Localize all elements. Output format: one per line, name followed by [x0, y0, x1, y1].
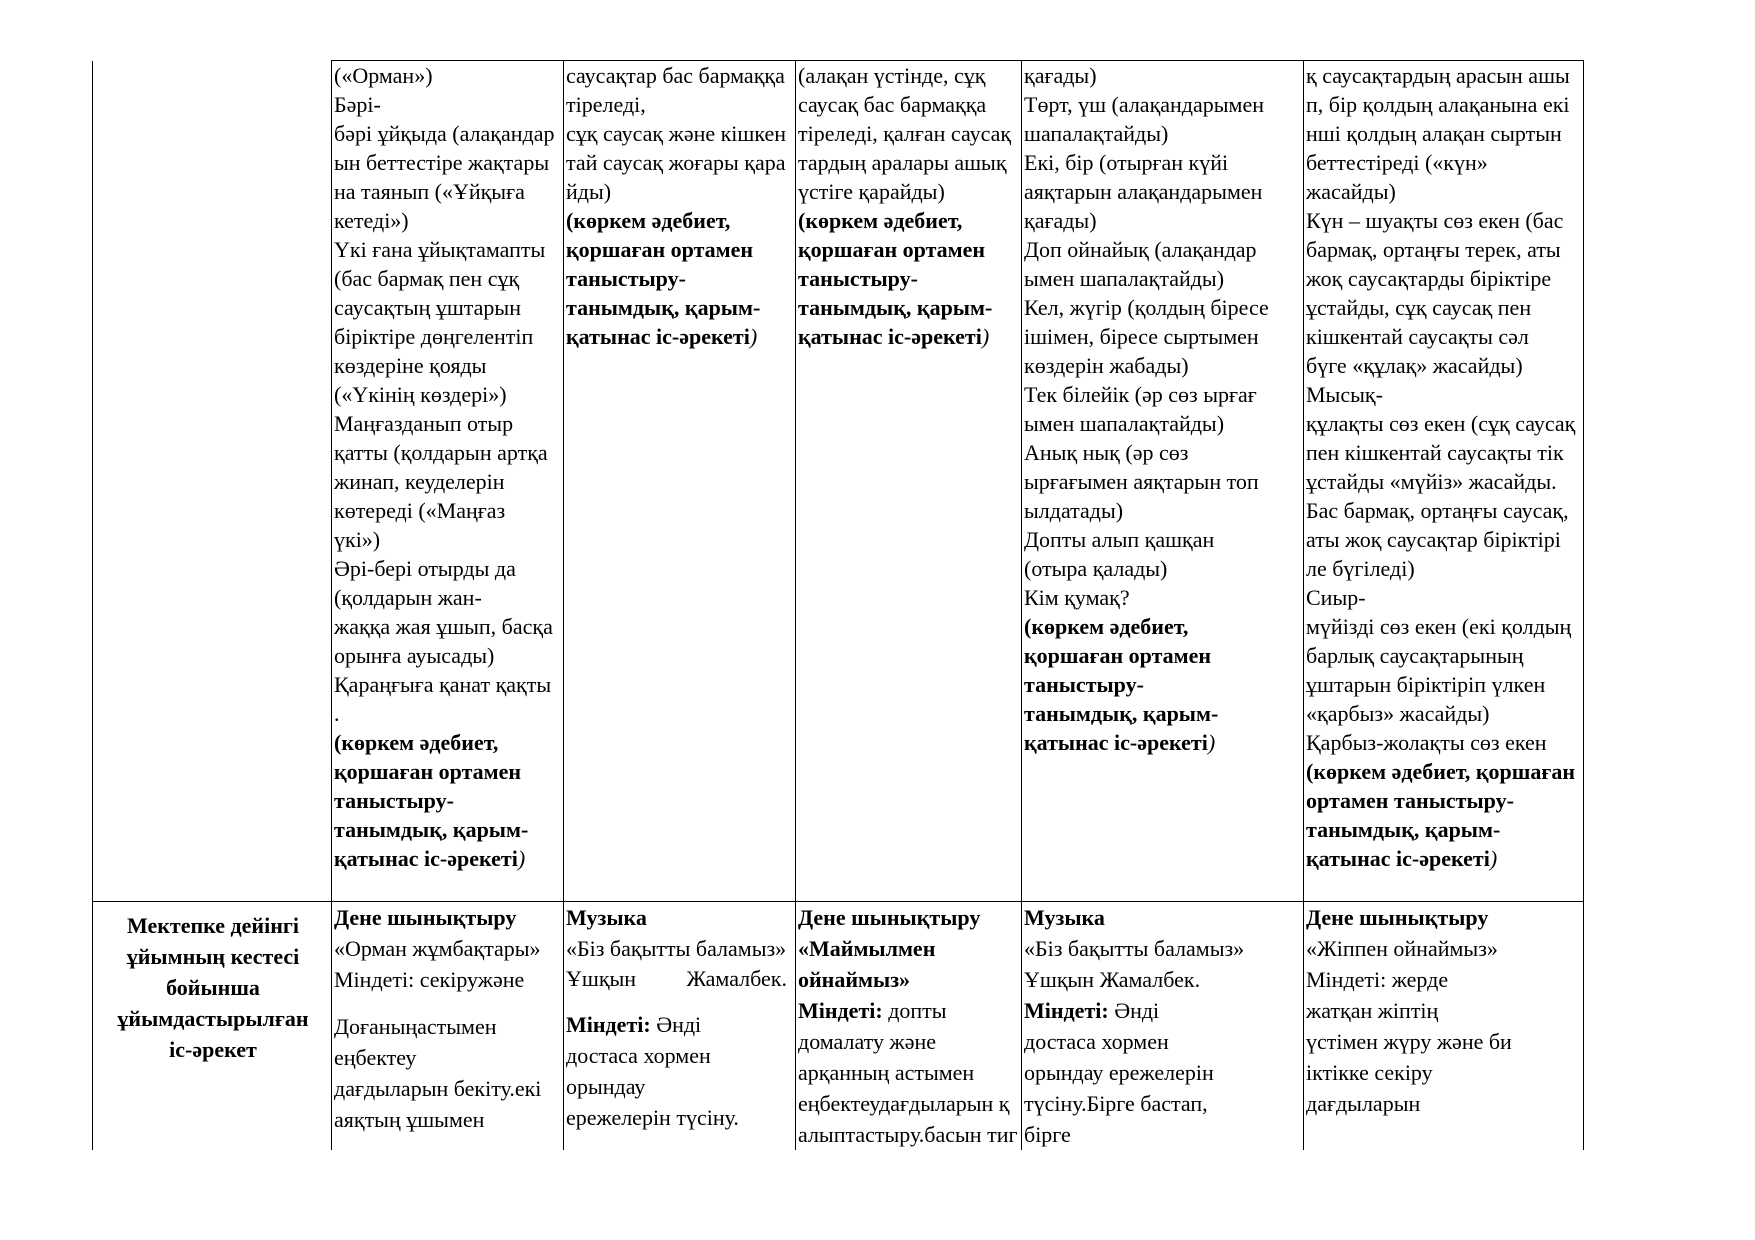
cell-col2-top [564, 61, 796, 902]
text-line: «қарбыз» жасайды) [1306, 701, 1490, 726]
text-line: қоршаған ортамен [1024, 643, 1212, 668]
cell-text [798, 61, 1021, 206]
text-line: үстімен жүру және би [1306, 1029, 1512, 1054]
cell-col3-top [796, 61, 1022, 902]
text-line: Тек білейік (әр сөз ырғағ [1024, 382, 1257, 407]
text-line: қатынас іс-әрекеті) [798, 324, 990, 349]
text-line: саусақтың ұштарын [334, 295, 521, 320]
text-line: қатты (қолдарын артқа [334, 440, 548, 465]
text-line: бірге [1024, 1122, 1071, 1147]
text-line: танымдық, қарым- [566, 295, 761, 320]
text-line: бүге «құлақ» жасайды) [1306, 353, 1523, 378]
cell-text [1024, 61, 1303, 612]
text-line: таныстыру- [566, 266, 686, 291]
text-line: орынға ауысады) [334, 643, 495, 668]
text-line: (көркем әдебиет, [1024, 614, 1189, 639]
text-line: қатынас іс-әрекеті) [1306, 846, 1498, 871]
cell-text [334, 61, 563, 728]
text-line: танымдық, қарым- [334, 817, 529, 842]
text-line: Екі, бір (отырған күйі [1024, 150, 1229, 175]
text-line: дағдыларын [1306, 1091, 1421, 1116]
text-line: ойнаймыз» [798, 967, 911, 992]
text-line: кетеді») [334, 208, 409, 233]
text-line: жатқан жіптің [1306, 998, 1439, 1023]
text-line: қ саусақтардың арасын ашы [1306, 63, 1570, 88]
cell-text-2 [566, 1040, 795, 1133]
row-label-cell [93, 902, 332, 1151]
text-line: арқанның астымен [798, 1060, 975, 1085]
text-line: үстіге қарайды) [798, 179, 945, 204]
activity-title: Музыка [1024, 905, 1105, 930]
author-line [566, 964, 795, 993]
cell-bold-note [798, 206, 1021, 351]
cell-col1-bottom [332, 902, 564, 1151]
cell-col3-bottom [796, 902, 1022, 1151]
cell-text [1024, 933, 1303, 995]
text-line: Доғаныңастымен [334, 1014, 497, 1039]
text-line: (көркем әдебиет, [334, 730, 499, 755]
text-line: ішімен, біресе сыртымен [1024, 324, 1259, 349]
text-line: тай саусақ жоғары қара [566, 150, 786, 175]
text-line: барлық саусақтарының [1306, 643, 1524, 668]
text-line: Кім қумақ? [1024, 585, 1130, 610]
text-line: қағады) [1024, 208, 1097, 233]
cell-text [334, 933, 563, 995]
text-line: қоршаған ортамен [798, 237, 986, 262]
cell-bold-note [566, 206, 795, 351]
row-label-cell-empty [93, 61, 332, 902]
cell-col4-top [1022, 61, 1304, 902]
table-row-organized-activity [93, 902, 1584, 1151]
text-line: Мектепке дейінгі [126, 913, 299, 938]
text-line: алыптастыру.басын тиг [798, 1122, 1018, 1147]
text-line: йды) [566, 179, 612, 204]
text-line: бойынша [166, 975, 260, 1000]
text-line: тіреледі, [566, 92, 646, 117]
text-line: ырғағымен аяқтарын топ [1024, 469, 1259, 494]
author-first: Ұшқын [566, 966, 637, 991]
text-line: құлақты сөз екен (сұқ саусақ [1306, 411, 1576, 436]
schedule-table [92, 60, 1584, 1150]
text-line: жасайды) [1306, 179, 1396, 204]
text-line: Маңғазданып отыр [334, 411, 514, 436]
text-line: ұстайды, сұқ саусақ пен [1306, 295, 1532, 320]
text-line: дағдыларын бекіту.екі [334, 1076, 542, 1101]
cell-text [1306, 933, 1583, 1119]
text-line: сұқ саусақ және кішкен [566, 121, 787, 146]
task-line: Міндеті: Әнді [566, 1012, 702, 1037]
text-line: Міндеті: жерде [1306, 967, 1449, 992]
text-line: еңбектеудағдыларын қ [798, 1091, 1010, 1116]
text-line: орындау ережелерін [1024, 1060, 1214, 1085]
text-line: ұштарын біріктіріп үлкен [1306, 672, 1546, 697]
text-line: (алақан үстінде, сұқ [798, 63, 986, 88]
text-line: п, бір қолдың алақанына екі [1306, 92, 1570, 117]
text-line: Доп ойнайық (алақандар [1024, 237, 1257, 262]
text-line: «Біз бақытты баламыз» [566, 936, 787, 961]
text-line: нші қолдың алақан сыртын [1306, 121, 1562, 146]
text-line: қоршаған ортамен [334, 759, 522, 784]
activity-title: Дене шынықтыру [1306, 905, 1489, 930]
text-line: Міндеті: секіружәне [334, 967, 525, 992]
closing-paren: ) [749, 324, 758, 349]
activity-title: Дене шынықтыру [798, 905, 981, 930]
cell-col5-top [1304, 61, 1584, 902]
text-line: (көркем әдебиет, [798, 208, 963, 233]
text-line: Ұшқын Жамалбек. [1024, 967, 1201, 992]
cell-bold-note [1024, 612, 1303, 757]
text-line: таныстыру- [1024, 672, 1144, 697]
text-line: пен кішкентай саусақты тік [1306, 440, 1564, 465]
text-line: Күн – шуақты сөз екен (бас [1306, 208, 1564, 233]
cell-col4-bottom [1022, 902, 1304, 1151]
text-line: «Орман жұмбақтары» [334, 936, 541, 961]
text-line: іктікке секіру [1306, 1060, 1433, 1085]
text-line: жоқ саусақтарды біріктіре [1306, 266, 1552, 291]
text-line: на таянып («Ұйқыға [334, 179, 525, 204]
text-line: іс-әрекет [169, 1037, 257, 1062]
closing-paren: ) [1207, 730, 1216, 755]
text-line: үкі») [334, 527, 381, 552]
text-line: (көркем әдебиет, [566, 208, 731, 233]
text-line: танымдық, қарым- [798, 295, 993, 320]
text-line: Қарбыз-жолақты сөз екен [1306, 730, 1547, 755]
text-line: ле бүгіледі) [1306, 556, 1415, 581]
text-line: ұйымның кестесі [126, 944, 300, 969]
text-line: көздеріне қояды [334, 353, 487, 378]
text-line: достаса хормен [1024, 1029, 1169, 1054]
text-line: домалату және [798, 1029, 937, 1054]
text-line: ын беттестіре жақтары [334, 150, 550, 175]
text-line: аяқтарын алақандарымен [1024, 179, 1263, 204]
text-line: (бас бармақ пен сұқ [334, 266, 520, 291]
text-line: Кел, жүгір (қолдың біресе [1024, 295, 1269, 320]
text-line: . [334, 701, 340, 726]
text-line: (көркем әдебиет, қоршаған [1306, 759, 1576, 784]
text-line: (отыра қалады) [1024, 556, 1168, 581]
cell-text-2 [798, 1026, 1021, 1150]
text-line: біріктіре дөңгелентіп [334, 324, 534, 349]
cell-col5-bottom [1304, 902, 1584, 1151]
text-line: «Жіппен ойнаймыз» [1306, 936, 1498, 961]
row-label [95, 902, 331, 1065]
text-line: аты жоқ саусақтар біріктірі [1306, 527, 1561, 552]
text-line: танымдық, қарым- [1024, 701, 1219, 726]
cell-text [1306, 61, 1583, 757]
author-last: Жамалбек. [686, 966, 787, 991]
activity-title: Музыка [566, 905, 647, 930]
text-line: Бәрі- [334, 92, 381, 117]
text-line: Қараңғыға қанат қақты [334, 672, 552, 697]
text-line: қатынас іс-әрекеті) [566, 324, 758, 349]
text-line: Төрт, үш (алақандарымен [1024, 92, 1265, 117]
text-line: Сиыр- [1306, 585, 1366, 610]
text-line: жаққа жая ұшып, басқа [334, 614, 553, 639]
text-line: таныстыру- [798, 266, 918, 291]
text-line: (қолдарын жан- [334, 585, 482, 610]
text-line: достаса хормен [566, 1043, 711, 1068]
text-line: таныстыру- [334, 788, 454, 813]
text-line: «Маймылмен [798, 936, 936, 961]
text-line: танымдық, қарым- [1306, 817, 1501, 842]
closing-paren: ) [1489, 846, 1498, 871]
text-line: Үкі ғана ұйықтамапты [334, 237, 546, 262]
text-line: бәрі ұйқыда (алақандар [334, 121, 555, 146]
text-line: қағады) [1024, 63, 1097, 88]
cell-text [566, 61, 795, 206]
text-line: Бас бармақ, ортаңғы саусақ, [1306, 498, 1569, 523]
text-line: көтереді («Маңғаз [334, 498, 506, 523]
text-line: бармақ, ортаңғы терек, аты [1306, 237, 1561, 262]
text-line: еңбектеу [334, 1045, 417, 1070]
table-row-activities [93, 61, 1584, 902]
text-line: көздерін жабады) [1024, 353, 1189, 378]
text-line: саусақтар бас бармаққа [566, 63, 785, 88]
text-line: («Орман») [334, 63, 433, 88]
task-line: Міндеті: допты [798, 998, 947, 1023]
text-line: ұстайды «мүйіз» жасайды. [1306, 469, 1557, 494]
cell-text-2 [334, 1011, 563, 1135]
text-line: тардың аралары ашық [798, 150, 1007, 175]
text-line: ылдатады) [1024, 498, 1124, 523]
text-line: кішкентай саусақты сәл [1306, 324, 1529, 349]
activity-title: Дене шынықтыру [334, 905, 517, 930]
cell-col1-top [332, 61, 564, 902]
text-line: ортамен таныстыру- [1306, 788, 1514, 813]
closing-paren: ) [981, 324, 990, 349]
text-line: ережелерін түсіну. [566, 1105, 739, 1130]
text-line: аяқтың ұшымен [334, 1107, 485, 1132]
activity-subtitle [798, 933, 1021, 995]
text-line: қатынас іс-әрекеті) [334, 846, 526, 871]
text-line: қоршаған ортамен [566, 237, 754, 262]
cell-text-2 [1024, 1026, 1303, 1150]
text-line: «Біз бақытты баламыз» [1024, 936, 1245, 961]
text-line: Мысық- [1306, 382, 1383, 407]
text-line: түсіну.Бірге бастап, [1024, 1091, 1208, 1116]
cell-col2-bottom [564, 902, 796, 1151]
cell-bold-note [1306, 757, 1583, 873]
task-line: Міндеті: Әнді [1024, 998, 1160, 1023]
text-line: шапалақтайды) [1024, 121, 1169, 146]
text-line: жинап, кеуделерін [334, 469, 505, 494]
closing-paren: ) [517, 846, 526, 871]
text-line: орындау [566, 1074, 646, 1099]
text-line: ұйымдастырылған [117, 1006, 309, 1031]
text-line: ымен шапалақтайды) [1024, 411, 1225, 436]
cell-text [566, 933, 795, 964]
text-line: тіреледі, қалған саусақ [798, 121, 1012, 146]
cell-bold-note [334, 728, 563, 873]
text-line: саусақ бас бармаққа [798, 92, 987, 117]
text-line: беттестіреді («күн» [1306, 150, 1488, 175]
text-line: Допты алып қашқан [1024, 527, 1215, 552]
text-line: қатынас іс-әрекеті) [1024, 730, 1216, 755]
text-line: мүйізді сөз екен (екі қолдың [1306, 614, 1572, 639]
text-line: ымен шапалақтайды) [1024, 266, 1225, 291]
text-line: Анық нық (әр сөз [1024, 440, 1189, 465]
text-line: Әрі-бері отырды да [334, 556, 516, 581]
text-line: («Үкінің көздері») [334, 382, 507, 407]
